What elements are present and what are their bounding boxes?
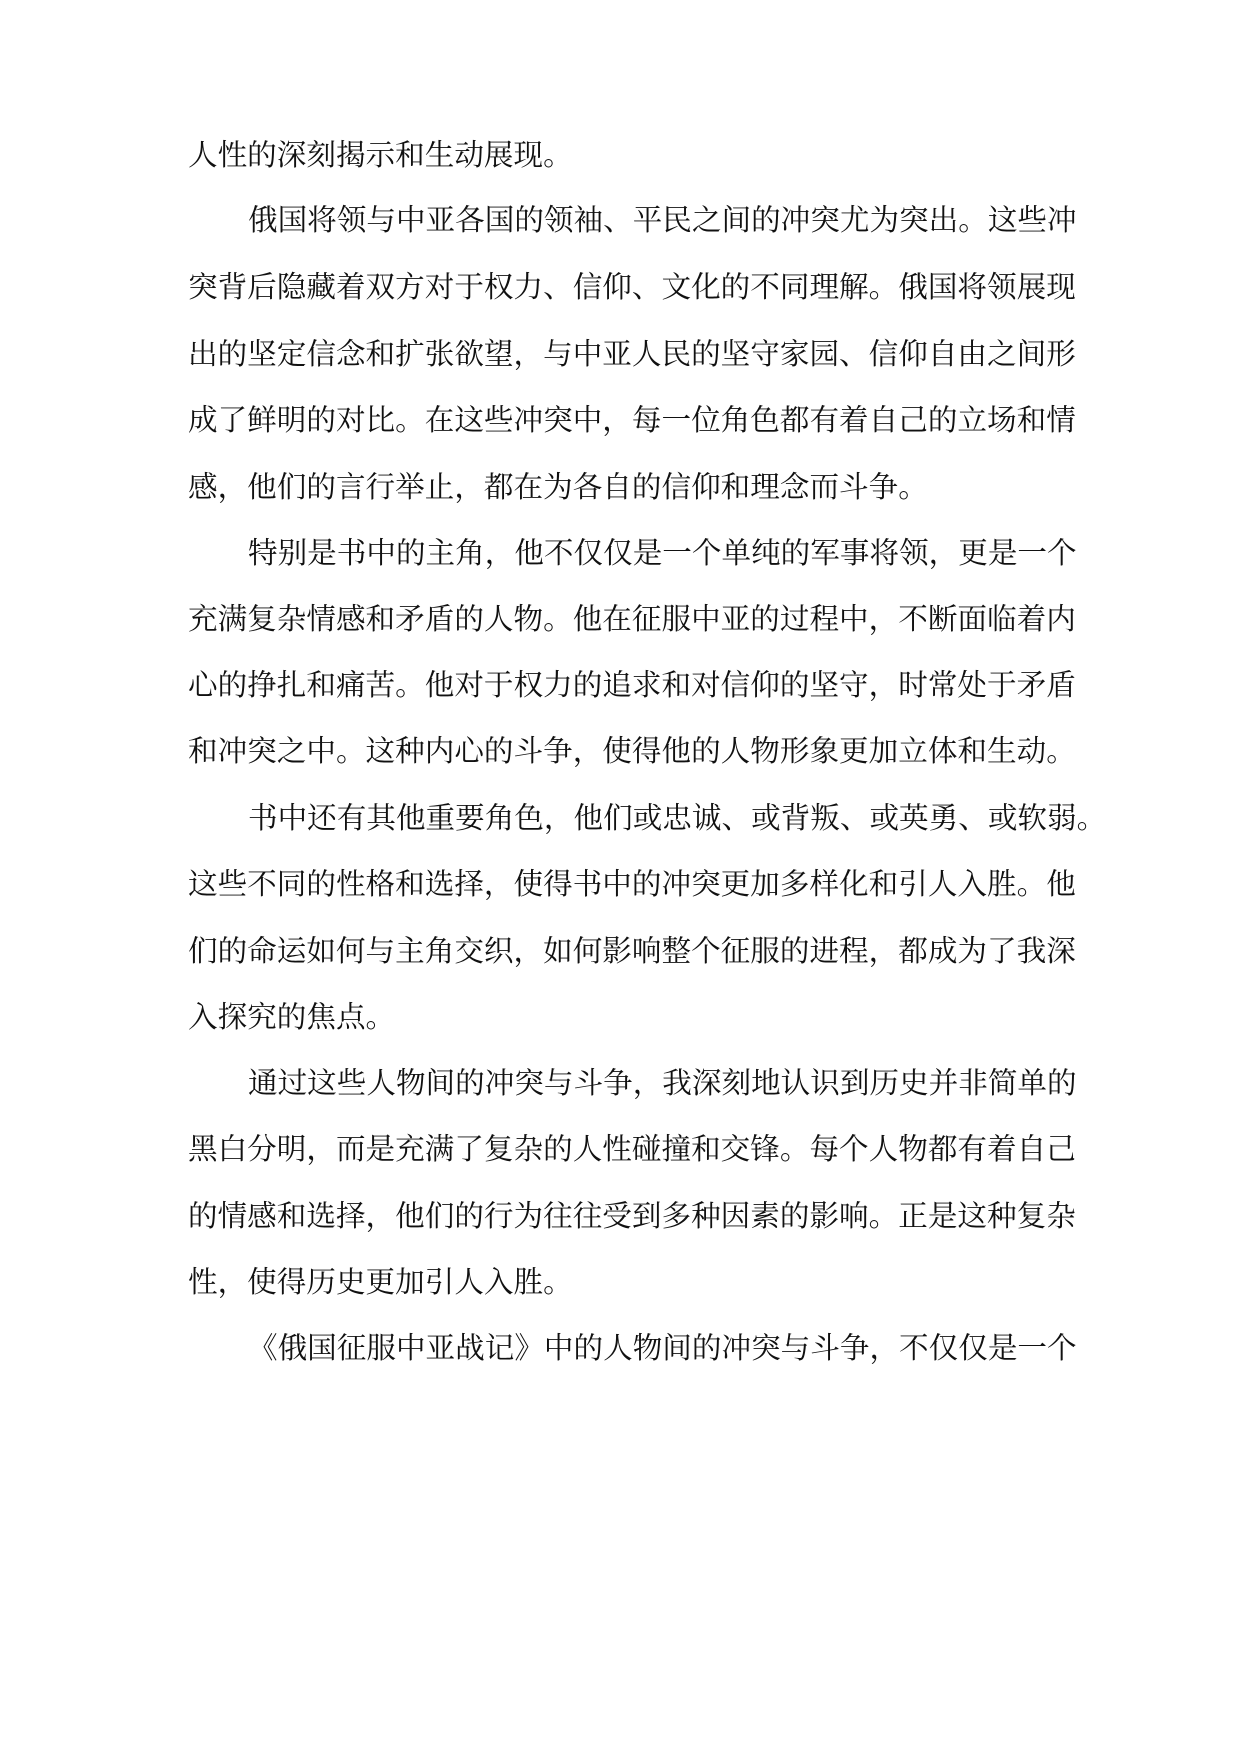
text-line: 性，使得历史更加引人入胜。 [188, 1265, 573, 1299]
text-line: 俄国将领与中亚各国的领袖、平民之间的冲突尤为突出。这些冲 [248, 203, 1077, 237]
text-line: 黑白分明，而是充满了复杂的人性碰撞和交锋。每个人物都有着自己 [188, 1132, 1076, 1166]
text-line: 入探究的焦点。 [188, 1000, 396, 1034]
text-line: 充满复杂情感和矛盾的人物。他在征服中亚的过程中，不断面临着内 [188, 602, 1076, 636]
text-line: 特别是书中的主角，他不仅仅是一个单纯的军事将领，更是一个 [248, 536, 1077, 570]
text-line: 心的挣扎和痛苦。他对于权力的追求和对信仰的坚守，时常处于矛盾 [188, 668, 1076, 702]
text-line: 出的坚定信念和扩张欲望，与中亚人民的坚守家园、信仰自由之间形 [188, 337, 1076, 371]
text-line: 这些不同的性格和选择，使得书中的冲突更加多样化和引人入胜。他 [188, 867, 1076, 901]
text-line: 《俄国征服中亚战记》中的人物间的冲突与斗争，不仅仅是一个 [248, 1331, 1077, 1365]
text-line: 突背后隐藏着双方对于权力、信仰、文化的不同理解。俄国将领展现 [188, 270, 1076, 304]
text-line: 和冲突之中。这种内心的斗争，使得他的人物形象更加立体和生动。 [188, 734, 1076, 768]
text-line: 通过这些人物间的冲突与斗争，我深刻地认识到历史并非简单的 [248, 1066, 1077, 1100]
text-line: 成了鲜明的对比。在这些冲突中，每一位角色都有着自己的立场和情 [188, 403, 1076, 437]
text-line: 人性的深刻揭示和生动展现。 [188, 138, 573, 172]
text-line: 们的命运如何与主角交织，如何影响整个征服的进程，都成为了我深 [188, 934, 1076, 968]
text-line: 感，他们的言行举止，都在为各自的信仰和理念而斗争。 [188, 470, 928, 504]
text-line: 书中还有其他重要角色，他们或忠诚、或背叛、或英勇、或软弱。 [248, 801, 1107, 835]
text-line: 的情感和选择，他们的行为往往受到多种因素的影响。正是这种复杂 [188, 1199, 1076, 1233]
